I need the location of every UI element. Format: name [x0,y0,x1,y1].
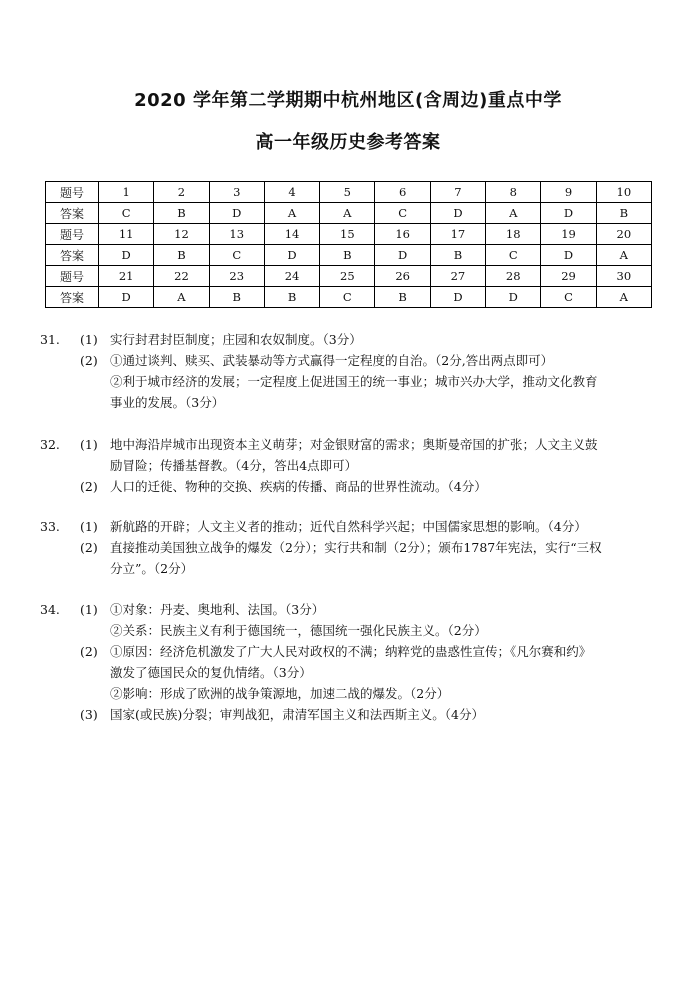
question-number-cell: 2 [154,182,209,203]
question-number-cell: 5 [320,182,375,203]
question-number-cell: 12 [154,224,209,245]
question-number-cell: 9 [541,182,596,203]
answer-cell: B [430,245,485,266]
answer-cell: A [486,203,541,224]
answer-text: ②利于城市经济的发展；一定程度上促进国王的统一事业；城市兴办大学，推动文化教育 [110,374,598,389]
row-header: 答案 [46,245,99,266]
question-number-cell: 18 [486,224,541,245]
part-label: (1) [80,519,98,534]
answer-cell: C [486,245,541,266]
page-subtitle: 高一年级历史参考答案 [255,132,441,153]
question-33 [40,516,670,579]
part-label: (2) [80,479,98,494]
answer-text: 分立”。（2分） [110,561,194,576]
answer-cell: D [99,287,154,308]
part-label: (1) [80,602,98,617]
answer-text: 直接推动美国独立战争的爆发（2分）；实行共和制（2分）；颁布1787年宪法，实行“三权 [110,540,602,555]
answer-cell: A [320,203,375,224]
part-label: (2) [80,353,98,368]
question-number-cell: 6 [375,182,430,203]
question-number: 32. [40,437,60,452]
answer-text: ②影响：形成了欧洲的战争策源地，加速二战的爆发。（2分） [110,686,450,701]
question-number-cell: 23 [209,266,264,287]
answer-text: 地中海沿岸城市出现资本主义萌芽；对金银财富的需求；奥斯曼帝国的扩张；人文主义鼓 [110,437,598,452]
question-number-cell: 25 [320,266,375,287]
question-31 [40,329,670,413]
answer-cell: A [596,287,651,308]
part-label: (1) [80,332,98,347]
answer-cell: A [154,287,209,308]
answer-cell: B [320,245,375,266]
question-number-cell: 20 [596,224,651,245]
question-number-cell: 10 [596,182,651,203]
question-number-cell: 30 [596,266,651,287]
answer-text: 励冒险；传播基督教。（4分，答出4点即可） [110,458,358,473]
answer-cell: D [486,287,541,308]
question-number-cell: 15 [320,224,375,245]
answer-row [46,203,652,224]
answer-cell: D [375,245,430,266]
question-number: 31. [40,332,60,347]
answer-cell: D [99,245,154,266]
answer-text: 国家(或民族)分裂；审判战犯，肃清军国主义和法西斯主义。（4分） [110,707,484,722]
answer-cell: A [596,245,651,266]
row-header: 答案 [46,203,99,224]
question-number-cell: 16 [375,224,430,245]
question-number-cell: 1 [99,182,154,203]
answer-cell: D [541,203,596,224]
question-number-cell: 26 [375,266,430,287]
question-number-cell: 17 [430,224,485,245]
answer-cell: B [154,203,209,224]
part-label: (1) [80,437,98,452]
question-32 [40,434,670,497]
question-number-cell: 24 [264,266,319,287]
answer-cell: D [430,287,485,308]
question-34 [40,599,670,725]
answer-cell: B [209,287,264,308]
answer-cell: B [154,245,209,266]
question-number-cell: 19 [541,224,596,245]
answer-text: 实行封君封臣制度；庄园和农奴制度。（3分） [110,332,362,347]
answer-cell: C [541,287,596,308]
answer-cell: C [375,203,430,224]
answer-cell: D [264,245,319,266]
answer-cell: A [264,203,319,224]
answer-text: ①通过谈判、赎买、武装暴动等方式赢得一定程度的自治。（2分,答出两点即可） [110,353,554,368]
question-number-cell: 11 [99,224,154,245]
row-header: 答案 [46,287,99,308]
answer-cell: D [541,245,596,266]
question-number-row [46,224,652,245]
answer-table [45,181,652,308]
question-number-cell: 8 [486,182,541,203]
question-number-row [46,182,652,203]
answer-text: ①原因：经济危机激发了广大人民对政权的不满；纳粹党的蛊惑性宣传；《凡尔赛和约》 [110,644,592,659]
question-number-row [46,266,652,287]
question-number: 33. [40,519,60,534]
part-label: (2) [80,644,98,659]
answer-text: ①对象：丹麦、奥地利、法国。（3分） [110,602,325,617]
part-label: (3) [80,707,98,722]
answer-text: 事业的发展。（3分） [110,395,225,410]
question-number-cell: 4 [264,182,319,203]
part-label: (2) [80,540,98,555]
answer-text: 激发了德国民众的复仇情绪。（3分） [110,665,312,680]
answer-cell: B [264,287,319,308]
answer-cell: B [596,203,651,224]
question-number-cell: 7 [430,182,485,203]
question-number-cell: 29 [541,266,596,287]
row-header: 题号 [46,182,99,203]
question-number-cell: 21 [99,266,154,287]
question-number-cell: 27 [430,266,485,287]
answer-cell: C [320,287,375,308]
answer-text: 新航路的开辟；人文主义者的推动；近代自然科学兴起；中国儒家思想的影响。（4分） [110,519,587,534]
answer-cell: B [375,287,430,308]
page-title: 2020 学年第二学期期中杭州地区(含周边)重点中学 [134,90,562,111]
answer-row [46,287,652,308]
answer-row [46,245,652,266]
row-header: 题号 [46,224,99,245]
question-number-cell: 28 [486,266,541,287]
answer-text: 人口的迁徙、物种的交换、疾病的传播、商品的世界性流动。（4分） [110,479,487,494]
answer-cell: C [99,203,154,224]
question-number-cell: 14 [264,224,319,245]
question-number-cell: 3 [209,182,264,203]
row-header: 题号 [46,266,99,287]
answer-cell: D [209,203,264,224]
answer-cell: D [430,203,485,224]
question-number-cell: 13 [209,224,264,245]
answer-text: ②关系：民族主义有利于德国统一，德国统一强化民族主义。（2分） [110,623,487,638]
question-number-cell: 22 [154,266,209,287]
answer-cell: C [209,245,264,266]
question-number: 34. [40,602,60,617]
